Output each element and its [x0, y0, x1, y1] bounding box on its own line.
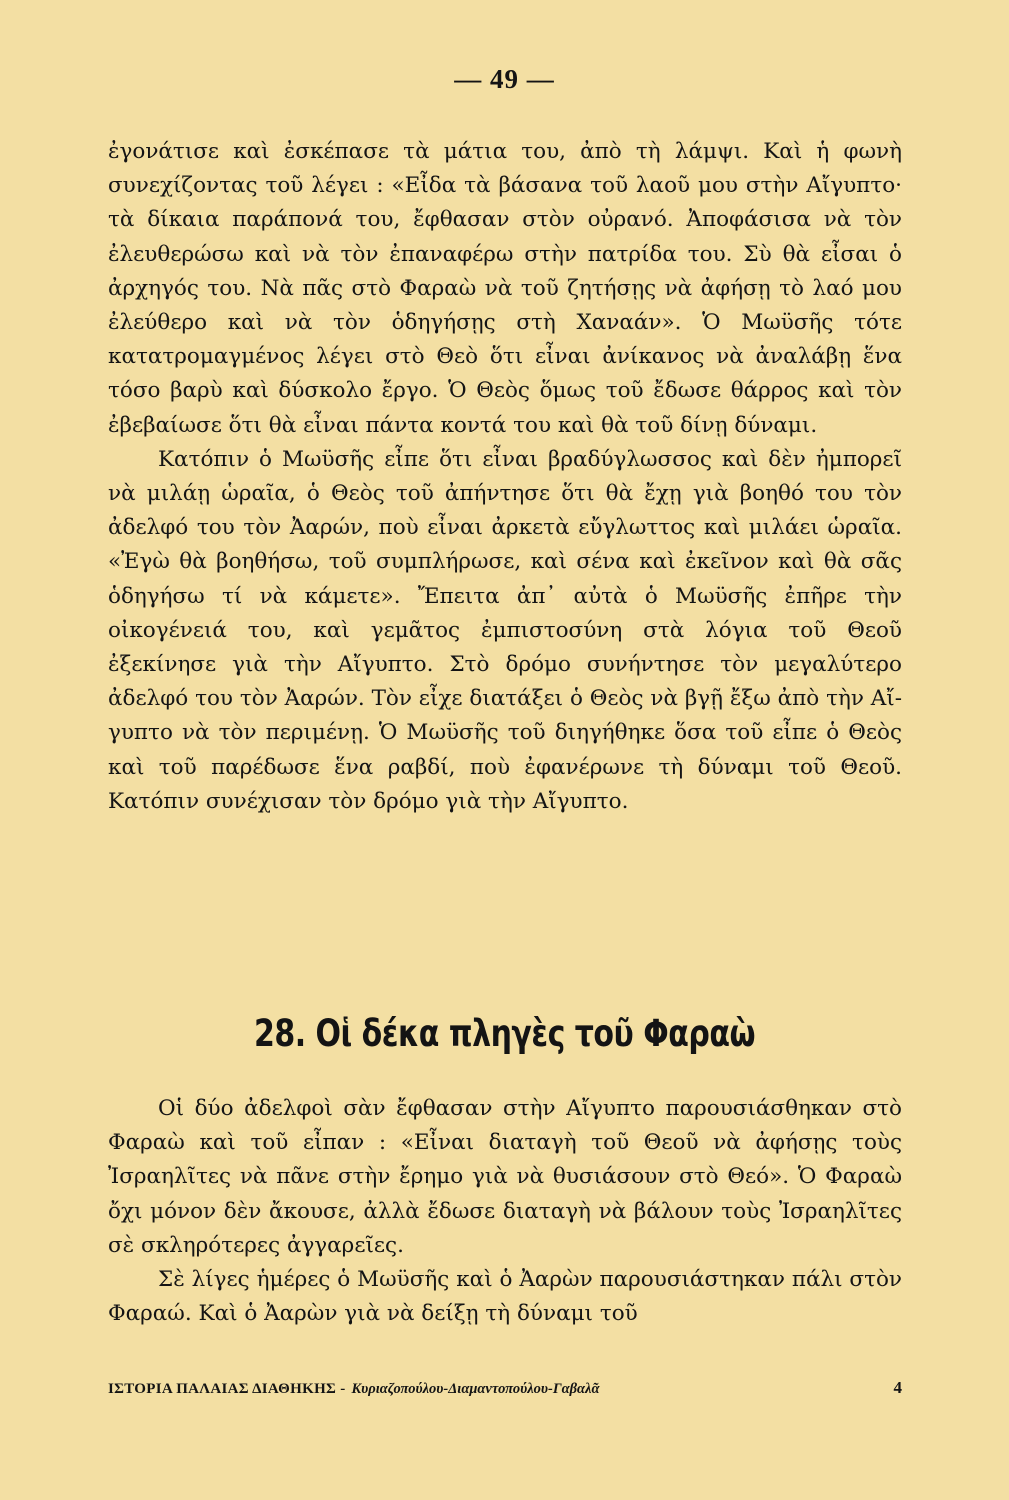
paragraph: Κατόπιν ὁ Μωϋσῆς εἶπε ὅτι εἶναι βραδύγλωσσος καὶ δὲν ἠμπορεῖ νὰ μιλάῃ ὡραῖα, ὁ Θεὸς τοῦ ἀπήντησε ὅτι θὰ ἔχῃ γιὰ βοηθό του τὸν ἀδελφό του τὸν Ἀαρών, ποὺ εἶναι ἀρκετὰ εὔγλωττος καὶ μιλάει ὡραῖα. «Ἐγὼ θὰ βοηθήσω, τοῦ συμπλήρωσε, καὶ σένα καὶ ἐκεῖνον καὶ θὰ σᾶς ὁδηγήσω τί νὰ κάμετε». Ἔπειτα ἀπ᾿ αὐτὰ ὁ Μωϋσῆς ἐπῆρε τὴν οἰκογένειά του, καὶ γεμᾶτος ἐμπιστοσύνη στὰ λόγια τοῦ Θεοῦ ἐξεκίνησε γιὰ τὴν Αἴγυπτο. Στὸ δρόμο συνήντησε τὸν μεγαλύτερο ἀδελφό του τὸν Ἀαρών. Τὸν εἶχε διατάξει ὁ Θεὸς νὰ βγῇ ἔξω ἀπὸ τὴν Αἴγυπτο νὰ τὸν περιμένῃ. Ὁ Μωϋσῆς τοῦ διηγήθηκε ὅσα τοῦ εἶπε ὁ Θεὸς καὶ τοῦ παρέδωσε ἕνα ραβδί, ποὺ ἐφανέρωνε τὴ δύναμι τοῦ Θεοῦ. Κατόπιν συνέχισαν τὸν δρόμο γιὰ τὴν Αἴγυπτο.	[108, 446, 902, 814]
paragraph: Οἱ δύο ἀδελφοὶ σὰν ἔφθασαν στὴν Αἴγυπτο παρουσιάσθηκαν στὸ Φαραὼ καὶ τοῦ εἶπαν : «Εἶναι διαταγὴ τοῦ Θεοῦ νὰ ἀφήσῃς τοὺς Ἰσραηλῖτες νὰ πᾶνε στὴν ἔρημο γιὰ νὰ θυσιάσουν στὸ Θεό». Ὁ Φαραὼ ὄχι μόνον δὲν ἄκουσε, ἀλλὰ ἔδωσε διαταγὴ νὰ βάλουν τοὺς Ἰσραηλῖτες σὲ σκληρότερες ἀγγαρεῖες.	[108, 1096, 902, 1258]
footer-authors: Κυριαζοπούλου-Διαμαντοπούλου-Γαβαλᾶ	[351, 1381, 600, 1397]
chapter-heading: 28. Οἱ δέκα πληγὲς τοῦ Φαραὼ	[253, 1012, 756, 1056]
page-number: — 49 —	[454, 64, 555, 94]
page-footer	[108, 1378, 902, 1398]
paragraph: Σὲ λίγες ἡμέρες ὁ Μωϋσῆς καὶ ὁ Ἀαρὼν παρουσιάστηκαν πάλι στὸν Φαραώ. Καὶ ὁ Ἀαρὼν γιὰ νὰ δείξῃ τὴ δύναμι τοῦ	[108, 1267, 902, 1327]
footer-credits	[108, 1381, 600, 1398]
body-text-top	[108, 135, 902, 819]
body-text-bottom	[108, 1092, 902, 1331]
footer-signature-mark: 4	[893, 1378, 902, 1397]
footer-book-title: ΙΣΤΟΡΙΑ ΠΑΛΑΙΑΣ ΔΙΑΘΗΚΗΣ -	[108, 1381, 346, 1397]
paragraph: ἐγονάτισε καὶ ἐσκέπασε τὰ μάτια του, ἀπὸ τὴ λάμψι. Καὶ ἡ φωνὴ συνεχίζοντας τοῦ λέγει : «Εἶδα τὰ βάσανα τοῦ λαοῦ μου στὴν Αἴγυπτο· τὰ δίκαια παράπονά του, ἔφθασαν στὸν οὐρανό. Ἀποφάσισα νὰ τὸν ἐλευθερώσω καὶ νὰ τὸν ἐπαναφέρω στὴν πατρίδα του. Σὺ θὰ εἶσαι ὁ ἀρχηγός του. Νὰ πᾶς στὸ Φαραὼ νὰ τοῦ ζητήσῃς νὰ ἀφήσῃ τὸ λαό μου ἐλεύθερο καὶ νὰ τὸν ὁδηγήσῃς στὴ Χαναάν». Ὁ Μωϋσῆς τότε κατατρομαγμένος λέγει στὸ Θεὸ ὅτι εἶναι ἀνίκανος νὰ ἀναλάβῃ ἕνα τόσο βαρὺ καὶ δύσκολο ἔργο. Ὁ Θεὸς ὅμως τοῦ ἔδωσε θάρρος καὶ τὸν ἐβεβαίωσε ὅτι θὰ εἶναι πάντα κοντά του καὶ θὰ τοῦ δίνῃ δύναμι.	[108, 139, 902, 438]
